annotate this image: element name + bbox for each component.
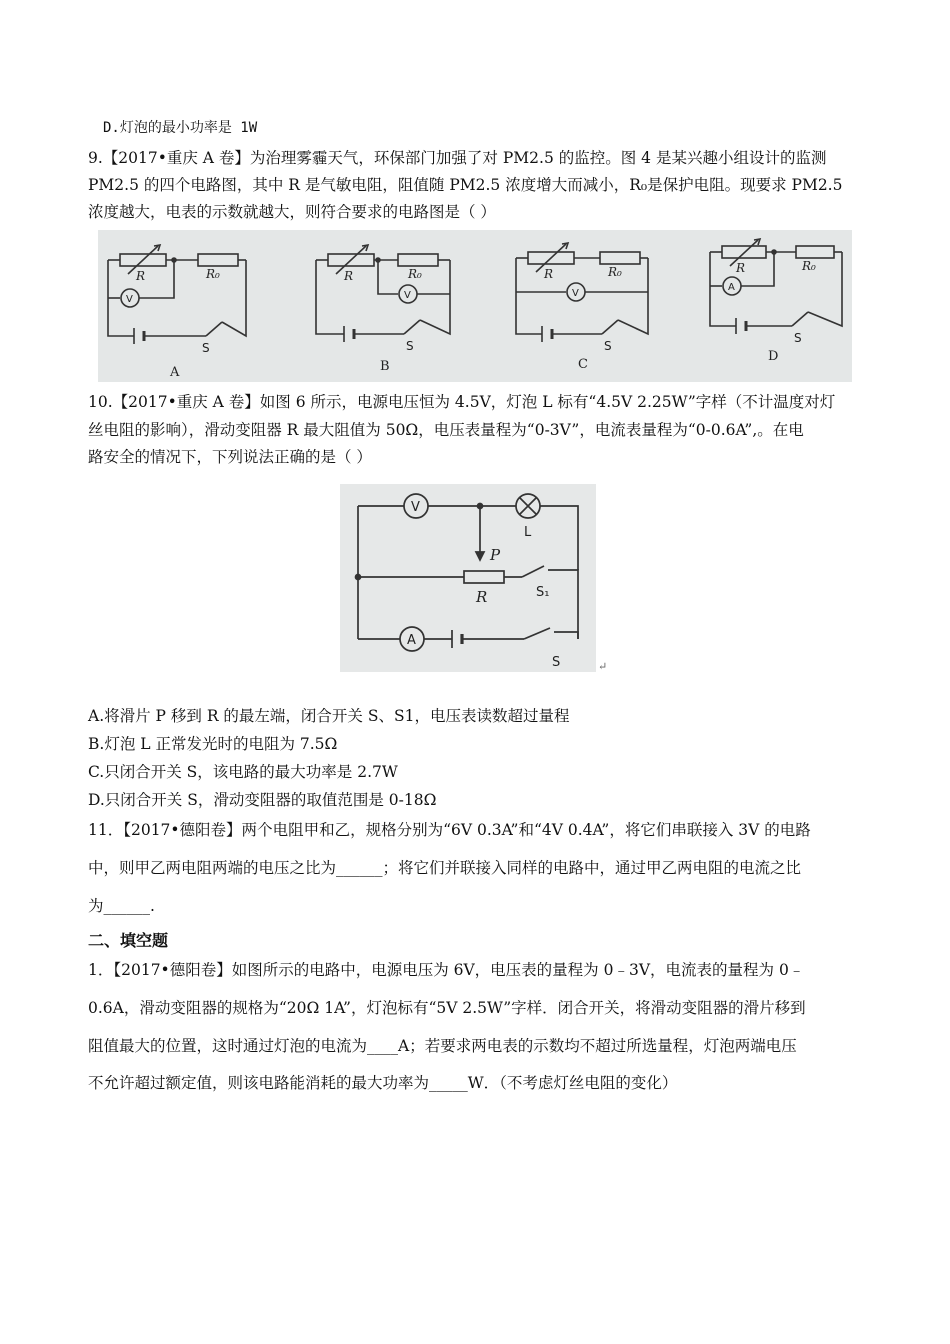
- option-c-q10: C.只闭合开关 S，该电路的最大功率是 2.7W: [88, 763, 398, 781]
- option-b-q10: B.灯泡 L 正常发光时的电阻为 7.5Ω: [88, 735, 338, 753]
- circuit-label-b: B: [380, 359, 390, 374]
- voltmeter-icon-a: V: [126, 294, 133, 305]
- circuit-c: [516, 243, 648, 342]
- switch-s-label: S: [552, 655, 561, 670]
- switch-label-b: S: [406, 339, 414, 353]
- voltmeter-icon-b: V: [404, 290, 411, 301]
- lamp-label: L: [524, 525, 532, 540]
- fill-question-1-line1: 1．【2017•德阳卷】如图所示的电路中，电源电压为 6V，电压表的量程为 0﹣3V，电流表的量程为 0﹣: [88, 961, 805, 979]
- circuit-label-a: A: [170, 365, 180, 380]
- voltmeter-icon-c: V: [572, 288, 579, 299]
- label-r0-c: R₀: [608, 265, 622, 279]
- circuit-b: [316, 245, 450, 342]
- question-10-line1: 10.【2017•重庆 A 卷】如图 6 所示，电源电压恒为 4.5V，灯泡 L 标有“4.5V 2.25W”字样（不计温度对灯: [88, 393, 836, 411]
- circuit-label-c: C: [578, 357, 588, 372]
- fill-question-1-line2: 0.6A，滑动变阻器的规格为“20Ω 1A”，灯泡标有“5V 2.5W”字样．闭合开关，将滑动变阻器的滑片移到: [88, 999, 806, 1017]
- section-heading: 二、填空题: [88, 931, 169, 950]
- fill-question-1-line3: 阻值最大的位置，这时通过灯泡的电流为____A；若要求两电表的示数均不超过所选量程，灯泡两端电压: [88, 1037, 797, 1055]
- rheostat-r-label: R: [476, 588, 488, 606]
- question-9-line1: 9.【2017•重庆 A 卷】为治理雾霾天气，环保部门加强了对 PM2.5 的监控。图 4 是某兴趣小组设计的监测: [88, 149, 827, 167]
- figure-6-circuit: [340, 484, 596, 672]
- label-r-c: R: [544, 267, 554, 281]
- slider-p-label: P: [490, 546, 501, 564]
- switch-label-a: S: [202, 341, 210, 355]
- label-r-b: R: [344, 269, 354, 283]
- question-9-line3: 浓度越大，电表的示数就越大，则符合要求的电路图是（ ）: [88, 203, 496, 221]
- label-r0-a: R₀: [206, 267, 220, 281]
- ammeter-icon-d: A: [728, 282, 735, 293]
- option-d-q8: D.灯泡的最小功率是 1W: [103, 120, 258, 136]
- label-r0-b: R₀: [408, 267, 422, 281]
- label-r-a: R: [136, 269, 146, 283]
- label-r-d: R: [736, 261, 746, 275]
- option-d-q10: D.只闭合开关 S，滑动变阻器的取值范围是 0-18Ω: [88, 791, 437, 809]
- switch-s1-label: S₁: [536, 585, 550, 600]
- fill-question-1-line4: 不允许超过额定值，则该电路能消耗的最大功率为_____W．（不考虑灯丝电阻的变化）: [88, 1074, 678, 1092]
- paragraph-mark: ↵: [598, 660, 608, 673]
- question-11-line2: 中，则甲乙两电阻两端的电压之比为______；将它们并联接入同样的电路中，通过甲乙两电阻的电流之比: [88, 859, 802, 877]
- option-a-q10: A.将滑片 P 移到 R 的最左端，闭合开关 S、S1，电压表读数超过量程: [88, 707, 570, 725]
- question-10-line2: 丝电阻的影响），滑动变阻器 R 最大阻值为 50Ω，电压表量程为“0-3V”，电流表量程为“0-0.6A”,。在电: [88, 421, 804, 439]
- switch-label-c: S: [604, 339, 612, 353]
- question-10-line3: 路安全的情况下，下列说法正确的是（ ）: [88, 448, 372, 466]
- question-11-line1: 11．【2017•德阳卷】两个电阻甲和乙，规格分别为“6V 0.3A”和“4V 0.4A”，将它们串联接入 3V 的电路: [88, 821, 811, 839]
- ammeter-icon: A: [407, 633, 416, 648]
- question-9-line2: PM2.5 的四个电路图，其中 R 是气敏电阻，阻值随 PM2.5 浓度增大而减小，R₀是保护电阻。现要求 PM2.5: [88, 176, 843, 194]
- switch-label-d: S: [794, 331, 802, 345]
- label-r0-d: R₀: [802, 259, 816, 273]
- circuit-label-d: D: [768, 349, 779, 364]
- question-11-line3: 为______.: [88, 897, 155, 915]
- figure-4-circuits: [98, 230, 852, 382]
- voltmeter-icon: V: [411, 500, 420, 515]
